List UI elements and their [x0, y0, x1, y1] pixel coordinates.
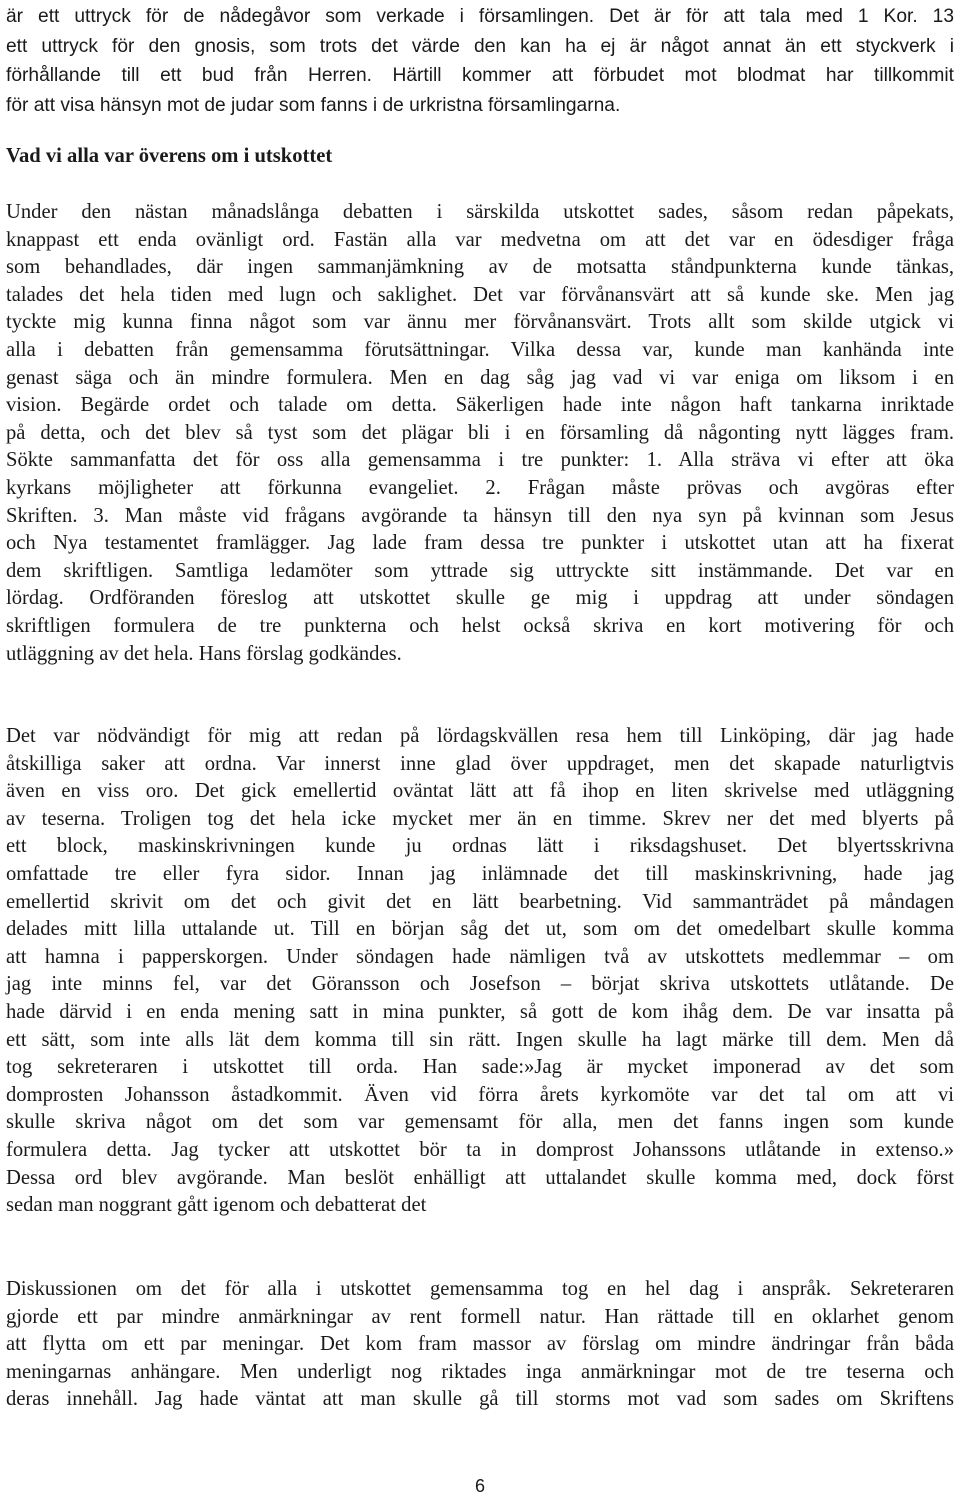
- text-line: gjorde ett par mindre anmärkningar av rent formell natur. Han rättade till en oklarhet genom: [6, 1305, 954, 1328]
- text-line: ett uttryck för den gnosis, som trots det värde den kan ha ej är något annat än ett styckverk i: [6, 35, 954, 57]
- body-paragraph-3: [6, 1276, 954, 1414]
- text-line: ett sätt, som inte alls lät dem komma till sin rätt. Ingen skulle ha lagt märke till dem. Men då: [6, 1028, 954, 1051]
- text-line: att flytta om ett par meningar. Det kom fram massor av förslag om mindre ändringar från båda: [6, 1333, 954, 1356]
- text-line: Diskussionen om det för alla i utskottet gemensamma tog en hel dag i anspråk. Sekreteraren: [6, 1278, 954, 1300]
- intro-paragraph: [6, 2, 954, 120]
- text-line: knappast ett enda ovänligt ord. Fastän alla var medvetna om att det var en ödesdiger fråga: [6, 228, 954, 251]
- section-heading: Vad vi alla var överens om i utskottet: [6, 145, 333, 167]
- text-line: lördag. Ordföranden föreslog att utskottet skulle ge mig i uppdrag att under söndagen: [6, 587, 954, 610]
- text-line: vision. Begärde ordet och talade om detta. Säkerligen hade inte någon haft tankarna inriktade: [6, 394, 954, 417]
- text-line: sedan man noggrant gått igenom och debatterat det: [6, 1194, 427, 1217]
- text-line: skriftligen formulera de tre punkterna och helst också skriva en kort motivering för och: [6, 614, 954, 637]
- text-line: som behandlades, där ingen sammanjämkning av de motsatta ståndpunkterna kunde tänkas,: [6, 256, 954, 279]
- body-paragraph-1: [6, 199, 954, 668]
- text-line: Det var nödvändigt för mig att redan på lördagskvällen resa hem till Linköping, där jag hade: [6, 725, 954, 747]
- text-line: alla i debatten från gemensamma förutsättningar. Vilka dessa var, kunde man kanhända inte: [6, 338, 954, 361]
- text-line: ett block, maskinskrivningen kunde ju ordnas lätt i riksdagshuset. Det blyertsskrivna: [6, 835, 954, 858]
- body-paragraph-2: [6, 723, 954, 1220]
- text-line: tog sekreteraren i utskottet till orda. Han sade:»Jag är mycket imponerad av det som: [6, 1056, 954, 1079]
- text-line: genast säga och än mindre formulera. Men en dag såg jag vad vi var eniga om liksom i en: [6, 366, 954, 389]
- text-line: för att visa hänsyn mot de judar som fanns i de urkristna församlingarna.: [6, 94, 621, 116]
- text-line: att hamna i papperskorgen. Under söndagen hade nämligen två av utskottets medlemmar – om: [6, 945, 954, 968]
- text-line: emellertid skrivit om det och givit det en lätt bearbetning. Vid sammanträdet på måndagen: [6, 890, 954, 913]
- text-line: hade därvid i en enda mening satt in mina punkter, så gott de kom ihåg dem. De var insatta på: [6, 1000, 954, 1023]
- text-line: skulle skriva något om det som var gemensamt för alla, men det fanns ingen som kunde: [6, 1111, 954, 1134]
- text-line: på detta, och det blev så tyst som det plägar bli i en församling då någonting nytt lägges fram.: [6, 421, 954, 444]
- text-line: talades det hela tiden med lugn och saklighet. Det var förvånansvärt att så kunde ske. Men jag: [6, 283, 954, 306]
- text-line: tyckte mig kunna finna något som var ännu mer förvånansvärt. Trots allt som skilde utgick vi: [6, 311, 954, 334]
- text-line: delades mitt lilla uttalande ut. Till en början såg det ut, som om det omedelbart skulle komma: [6, 918, 954, 941]
- text-line: Sökte sammanfatta det för oss alla gemensamma i tre punkter: 1. Alla sträva vi efter att öka: [6, 449, 954, 472]
- text-line: och Nya testamentet framlägger. Jag lade fram dessa tre punkter i utskottet utan att ha fixerat: [6, 532, 954, 555]
- text-line: formulera detta. Jag tycker att utskottet bör ta in domprost Johanssons utlåtande in extenso.»: [6, 1138, 954, 1161]
- text-line: jag inte minns fel, var det Göransson och Josefson – börjat skriva utskottets utlåtande. De: [6, 973, 954, 996]
- text-line: domprosten Johansson åstadkommit. Även vid förra årets kyrkomöte var det tal om att vi: [6, 1083, 954, 1106]
- text-line: Skriften. 3. Man måste vid frågans avgörande ta hänsyn till den nya syn på kvinnan som Jesus: [6, 504, 954, 527]
- text-line: förhållande till ett bud från Herren. Härtill kommer att förbudet mot blodmat har tillkommit: [6, 65, 954, 86]
- text-line: av teserna. Troligen tog det hela icke mycket mer än en timme. Skrev ner det med blyerts på: [6, 807, 954, 830]
- text-line: kyrkans möjligheter att förkunna evangeliet. 2. Frågan måste prövas och avgöras efter: [6, 476, 954, 499]
- text-line: åtskilliga saker att ordna. Var innerst inne glad över uppdraget, men det skapade naturligtvis: [6, 752, 954, 775]
- text-line: Under den nästan månadslånga debatten i särskilda utskottet sades, såsom redan påpekats,: [6, 201, 954, 223]
- page-number: 6: [474, 1476, 485, 1496]
- text-line: deras innehåll. Jag hade väntat att man skulle gå till storms mot vad som sades om Skriftens: [6, 1388, 954, 1411]
- text-line: dem skriftligen. Samtliga ledamöter som yttrade sig uttryckte sitt instämmande. Det var en: [6, 559, 954, 582]
- text-line: meningarnas anhängare. Men underligt nog riktades inga anmärkningar mot de tre teserna och: [6, 1360, 954, 1383]
- text-line: är ett uttryck för de nådegåvor som verkade i församlingen. Det är för att tala med 1 Kor. 13: [6, 6, 954, 27]
- text-line: Dessa ord blev avgörande. Man beslöt enhälligt att uttalandet skulle komma med, dock först: [6, 1166, 954, 1189]
- text-line: även en viss oro. Det gick emellertid oväntat lätt att få ihop en liten skrivelse med utläggning: [6, 780, 954, 803]
- text-line: utläggning av det hela. Hans förslag godkändes.: [6, 642, 402, 665]
- text-line: omfattade tre eller fyra sidor. Innan jag inlämnade det till maskinskrivning, hade jag: [6, 862, 954, 885]
